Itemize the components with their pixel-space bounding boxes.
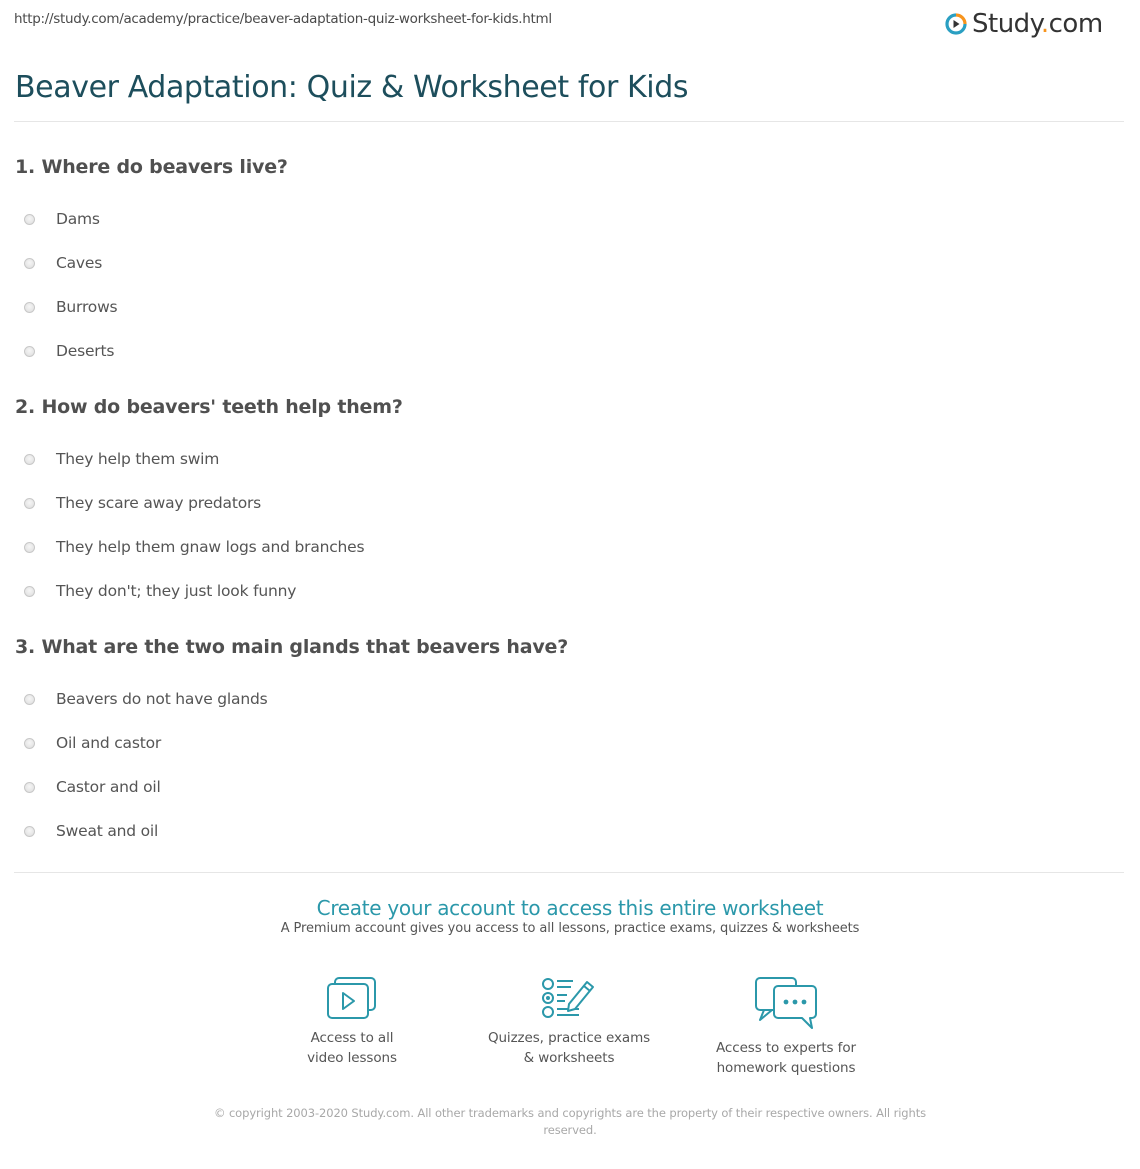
answer-label: They don't; they just look funny [56,582,297,600]
feature-label: Access to all video lessons [307,1030,397,1066]
page-url: http://study.com/academy/practice/beaver-adaptation-quiz-worksheet-for-kids.html [14,11,552,27]
radio-button[interactable] [24,258,35,269]
answer-option[interactable] [15,569,403,613]
answer-option[interactable] [15,677,568,721]
answer-option[interactable] [15,809,568,853]
question-2 [15,394,403,613]
answer-label: They help them gnaw logs and branches [56,538,365,556]
question-3 [15,634,568,853]
radio-button[interactable] [24,302,35,313]
feature-quizzes [469,976,669,1068]
answer-option[interactable] [15,721,568,765]
answer-option[interactable] [15,765,568,809]
cta-subtitle: A Premium account gives you access to all lessons, practice exams, quizzes & worksheets [280,921,860,936]
answer-label: They scare away predators [56,494,262,512]
feature-experts [686,976,886,1078]
answer-label: Sweat and oil [56,822,159,840]
answer-option[interactable] [15,285,288,329]
logo-text: Study.com [972,9,1103,39]
answer-label: Burrows [56,298,118,316]
cta-title-link[interactable]: Create your account to access this entire worksheet [316,896,824,920]
answer-option[interactable] [15,481,403,525]
radio-button[interactable] [24,782,35,793]
radio-button[interactable] [24,694,35,705]
question-title: 1. Where do beavers live? [15,156,288,178]
answer-label: Deserts [56,342,115,360]
copyright-notice: © copyright 2003-2020 Study.com. All other trademarks and copyrights are the property of their respective owners. All rights reserved. [214,1106,926,1137]
feature-label: Access to experts for homework questions [716,1040,856,1076]
video-lessons-icon [252,976,452,1020]
answer-option[interactable] [15,197,288,241]
radio-button[interactable] [24,542,35,553]
feature-label: Quizzes, practice exams & worksheets [487,1030,651,1066]
radio-button[interactable] [24,738,35,749]
answer-option[interactable] [15,437,403,481]
answer-option[interactable] [15,329,288,373]
question-title: 3. What are the two main glands that beavers have? [15,636,569,658]
page-title: Beaver Adaptation: Quiz & Worksheet for Kids [15,70,689,105]
answer-label: Dams [56,210,100,228]
question-title: 2. How do beavers' teeth help them? [15,396,403,418]
feature-video-lessons [252,976,452,1068]
radio-button[interactable] [24,214,35,225]
radio-button[interactable] [24,498,35,509]
chat-bubbles-icon [686,976,886,1030]
radio-button[interactable] [24,346,35,357]
question-1 [15,154,288,373]
answer-option[interactable] [15,525,403,569]
answer-options [15,197,288,373]
radio-button[interactable] [24,454,35,465]
play-circle-icon [944,12,968,36]
header-divider [14,121,1124,122]
answer-label: Caves [56,254,103,272]
answer-label: Beavers do not have glands [56,690,268,708]
signup-cta [0,893,1140,936]
answer-label: They help them swim [56,450,220,468]
footer-divider [14,872,1124,873]
study-com-logo[interactable] [944,8,1103,40]
answer-label: Oil and castor [56,734,162,752]
answer-option[interactable] [15,241,288,285]
answer-options [15,677,568,853]
radio-button[interactable] [24,586,35,597]
quiz-checklist-icon [469,976,669,1020]
answer-options [15,437,403,613]
radio-button[interactable] [24,826,35,837]
answer-label: Castor and oil [56,778,161,796]
